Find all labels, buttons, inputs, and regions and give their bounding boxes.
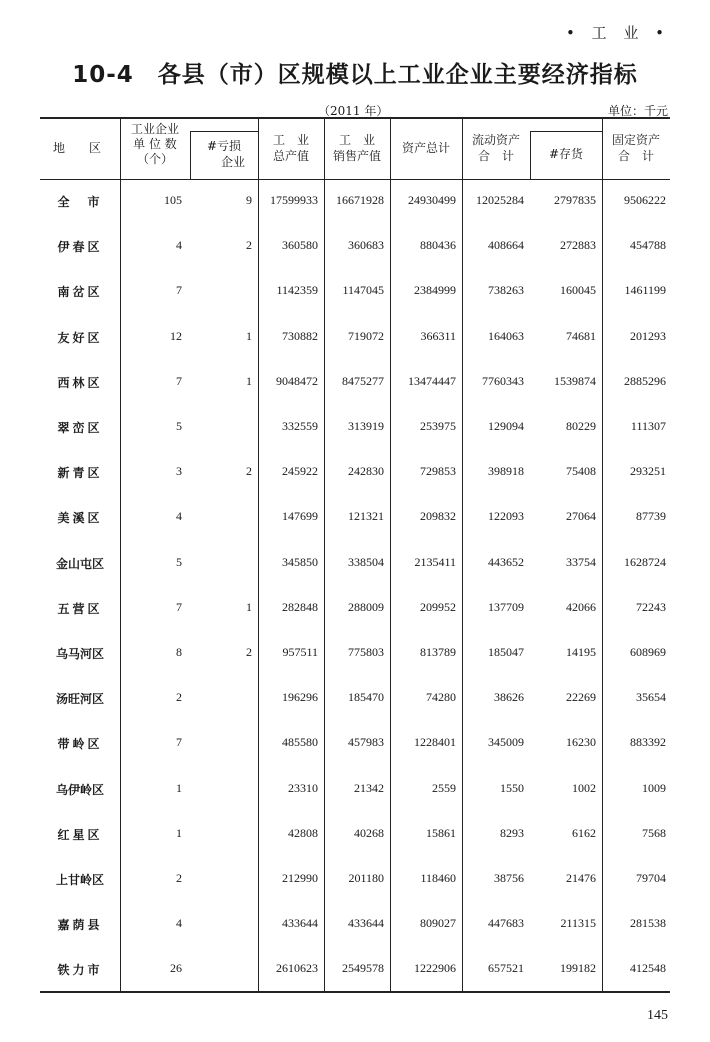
cell-fixed: 608969 xyxy=(630,645,666,659)
cell-fixed: 79704 xyxy=(636,871,666,885)
region-name: 金山屯区 xyxy=(55,556,104,571)
header-units-line1: 工业企业 xyxy=(130,122,179,136)
header-sales-line2: 销售产值 xyxy=(332,149,381,163)
cell-inventory: 80229 xyxy=(566,419,596,433)
region-name: 南岔区 xyxy=(57,285,103,300)
cell-current: 443652 xyxy=(488,554,524,569)
table-row xyxy=(40,238,670,258)
cell-current: 122093 xyxy=(488,509,524,524)
year-label: （2011 年） xyxy=(318,104,389,118)
header-fixed-line2: 合 计 xyxy=(617,149,654,163)
cell-inventory: 199182 xyxy=(560,961,596,976)
bottom-rule xyxy=(40,991,670,993)
cell-sales: 40268 xyxy=(354,825,384,840)
cell-units: 3 xyxy=(176,464,182,479)
cell-units: 7 xyxy=(176,283,182,298)
cell-fixed: 111307 xyxy=(630,419,666,433)
cell-loss: 1 xyxy=(246,599,252,614)
cell-fixed: 72243 xyxy=(636,599,666,614)
table-row xyxy=(40,690,670,710)
header-loss-line1: #亏损 xyxy=(206,139,242,153)
cell-current: 38626 xyxy=(494,690,524,705)
header-region: 地 区 xyxy=(52,141,107,155)
cell-loss: 2 xyxy=(246,464,252,479)
cell-output: 957511 xyxy=(282,645,318,659)
cell-units: 12 xyxy=(170,328,182,343)
region-name: 西林区 xyxy=(57,375,103,390)
cell-output: 9048472 xyxy=(276,373,318,388)
region-name: 翠峦区 xyxy=(57,421,103,435)
region-name: 乌伊岭区 xyxy=(55,782,104,797)
cell-assets: 253975 xyxy=(420,419,456,433)
table-row xyxy=(40,826,670,846)
cell-output: 245922 xyxy=(282,464,318,479)
region-name: 铁力市 xyxy=(57,963,103,978)
top-rule xyxy=(40,117,670,119)
cell-fixed: 883392 xyxy=(630,735,666,750)
cell-sales: 288009 xyxy=(348,599,384,614)
cell-fixed: 293251 xyxy=(630,464,666,479)
region-name: 带岭区 xyxy=(57,737,103,752)
cell-assets: 880436 xyxy=(420,238,456,253)
cell-current: 8293 xyxy=(500,825,524,840)
cell-assets: 13474447 xyxy=(408,373,456,388)
cell-assets: 209952 xyxy=(420,599,456,614)
region-name: 嘉荫县 xyxy=(57,918,103,933)
cell-units: 5 xyxy=(176,554,182,569)
cell-sales: 360683 xyxy=(348,238,384,253)
table-row xyxy=(40,916,670,936)
cell-fixed: 1628724 xyxy=(624,554,666,569)
cell-assets: 813789 xyxy=(420,645,456,659)
cell-sales: 338504 xyxy=(348,554,384,569)
cell-current: 447683 xyxy=(488,916,524,931)
cell-current: 1550 xyxy=(500,780,524,795)
table-row xyxy=(40,464,670,484)
cell-assets: 74280 xyxy=(426,690,456,705)
region-name: 友好区 xyxy=(57,330,103,345)
cell-inventory: 1539874 xyxy=(554,373,596,388)
region-name: 新青区 xyxy=(57,466,103,481)
cell-assets: 2384999 xyxy=(414,283,456,298)
cell-current: 12025284 xyxy=(476,193,524,207)
cell-inventory: 272883 xyxy=(560,238,596,253)
cell-assets: 729853 xyxy=(420,464,456,479)
cell-inventory: 22269 xyxy=(566,690,596,705)
header-output-line2: 总产值 xyxy=(272,149,309,163)
cell-sales: 433644 xyxy=(348,916,384,931)
cell-current: 657521 xyxy=(488,961,524,976)
region-name: 红星区 xyxy=(57,827,103,842)
cell-units: 2 xyxy=(176,871,182,885)
cell-assets: 1228401 xyxy=(414,735,456,750)
header-loss-line2: 企业 xyxy=(220,155,245,169)
cell-fixed: 1009 xyxy=(642,780,666,795)
cell-current: 408664 xyxy=(488,238,524,253)
cell-sales: 775803 xyxy=(348,645,384,659)
cell-current: 398918 xyxy=(488,464,524,479)
page-number: 145 xyxy=(647,1008,668,1023)
cell-inventory: 42066 xyxy=(566,599,596,614)
cell-sales: 719072 xyxy=(348,328,384,343)
cell-units: 5 xyxy=(176,419,182,433)
header-output-line1: 工 业 xyxy=(272,133,309,147)
cell-fixed: 281538 xyxy=(630,916,666,931)
cell-units: 2 xyxy=(176,690,182,705)
subcolumn-divider xyxy=(530,131,602,132)
cell-loss: 2 xyxy=(246,238,252,253)
cell-sales: 201180 xyxy=(348,871,384,885)
cell-output: 433644 xyxy=(282,916,318,931)
unit-label: 单位：千元 xyxy=(607,104,668,118)
table-row xyxy=(40,600,670,620)
cell-sales: 242830 xyxy=(348,464,384,479)
region-name: 伊春区 xyxy=(57,240,103,255)
cell-units: 7 xyxy=(176,599,182,614)
cell-inventory: 75408 xyxy=(566,464,596,479)
cell-fixed: 1461199 xyxy=(624,283,666,298)
header-current-line2: 合 计 xyxy=(477,149,514,163)
cell-inventory: 16230 xyxy=(566,735,596,750)
header-units-line2: 单 位 数 xyxy=(133,137,177,151)
cell-current: 164063 xyxy=(488,328,524,343)
cell-assets: 24930499 xyxy=(408,193,456,207)
cell-inventory: 211315 xyxy=(560,916,596,931)
region-name: 汤旺河区 xyxy=(55,692,104,707)
cell-units: 105 xyxy=(164,193,182,207)
cell-assets: 118460 xyxy=(420,871,456,885)
table-row xyxy=(40,961,670,981)
cell-assets: 366311 xyxy=(420,328,456,343)
table-row xyxy=(40,735,670,755)
table-row xyxy=(40,329,670,349)
cell-current: 738263 xyxy=(488,283,524,298)
region-name: 乌马河区 xyxy=(55,647,104,661)
header-units-line3: （个） xyxy=(136,152,173,166)
cell-output: 345850 xyxy=(282,554,318,569)
cell-loss: 1 xyxy=(246,373,252,388)
header-fixed-line1: 固定资产 xyxy=(611,133,660,147)
cell-inventory: 74681 xyxy=(566,328,596,343)
cell-assets: 15861 xyxy=(426,825,456,840)
cell-output: 282848 xyxy=(282,599,318,614)
table-row xyxy=(40,645,670,665)
table-row xyxy=(40,781,670,801)
cell-current: 137709 xyxy=(488,599,524,614)
header-current-line1: 流动资产 xyxy=(471,133,520,147)
cell-units: 26 xyxy=(170,961,182,976)
cell-output: 1142359 xyxy=(276,283,318,298)
table-row xyxy=(40,871,670,891)
cell-inventory: 33754 xyxy=(566,554,596,569)
cell-fixed: 87739 xyxy=(636,509,666,524)
cell-fixed: 9506222 xyxy=(624,193,666,207)
cell-fixed: 412548 xyxy=(630,961,666,976)
cell-output: 147699 xyxy=(282,509,318,524)
cell-sales: 16671928 xyxy=(336,193,384,207)
cell-units: 1 xyxy=(176,780,182,795)
header-inventory: #存货 xyxy=(548,147,584,161)
table-title: 10-4 各县（市）区规模以上工业企业主要经济指标 xyxy=(72,62,638,88)
cell-sales: 2549578 xyxy=(342,961,384,976)
cell-assets: 809027 xyxy=(420,916,456,931)
cell-units: 1 xyxy=(176,825,182,840)
cell-current: 38756 xyxy=(494,871,524,885)
cell-assets: 2135411 xyxy=(414,554,456,569)
cell-fixed: 35654 xyxy=(636,690,666,705)
cell-inventory: 27064 xyxy=(566,509,596,524)
cell-output: 2610623 xyxy=(276,961,318,976)
cell-assets: 2559 xyxy=(432,780,456,795)
subcolumn-divider xyxy=(190,131,258,132)
cell-output: 17599933 xyxy=(270,193,318,207)
cell-sales: 185470 xyxy=(348,690,384,705)
cell-inventory: 1002 xyxy=(572,780,596,795)
cell-inventory: 6162 xyxy=(572,825,596,840)
cell-output: 485580 xyxy=(282,735,318,750)
cell-assets: 209832 xyxy=(420,509,456,524)
table-row xyxy=(40,509,670,529)
table-row xyxy=(40,374,670,394)
cell-output: 212990 xyxy=(282,871,318,885)
cell-units: 4 xyxy=(176,509,182,524)
table-row xyxy=(40,419,670,439)
cell-loss: 2 xyxy=(246,645,252,659)
region-name: 全 市 xyxy=(57,195,103,209)
cell-fixed: 201293 xyxy=(630,328,666,343)
cell-fixed: 2885296 xyxy=(624,373,666,388)
cell-sales: 1147045 xyxy=(342,283,384,298)
table-row xyxy=(40,555,670,575)
table-row xyxy=(40,193,670,213)
cell-output: 730882 xyxy=(282,328,318,343)
cell-fixed: 454788 xyxy=(630,238,666,253)
cell-inventory: 160045 xyxy=(560,283,596,298)
header-rule xyxy=(40,179,670,180)
cell-units: 8 xyxy=(176,645,182,659)
region-name: 五营区 xyxy=(57,601,103,616)
cell-current: 345009 xyxy=(488,735,524,750)
cell-loss: 1 xyxy=(246,328,252,343)
cell-sales: 457983 xyxy=(348,735,384,750)
header-assets: 资产总计 xyxy=(401,141,450,155)
cell-sales: 8475277 xyxy=(342,373,384,388)
cell-fixed: 7568 xyxy=(642,825,666,840)
cell-loss: 9 xyxy=(246,193,252,207)
cell-current: 129094 xyxy=(488,419,524,433)
header-sales-line1: 工 业 xyxy=(338,133,375,147)
cell-units: 4 xyxy=(176,916,182,931)
region-name: 美溪区 xyxy=(57,511,103,526)
cell-inventory: 21476 xyxy=(566,871,596,885)
cell-assets: 1222906 xyxy=(414,961,456,976)
table-row xyxy=(40,283,670,303)
cell-output: 42808 xyxy=(288,825,318,840)
cell-output: 332559 xyxy=(282,419,318,433)
cell-current: 7760343 xyxy=(482,373,524,388)
cell-units: 7 xyxy=(176,735,182,750)
cell-output: 360580 xyxy=(282,238,318,253)
region-name: 上甘岭区 xyxy=(55,873,104,887)
cell-inventory: 2797835 xyxy=(554,193,596,207)
cell-units: 7 xyxy=(176,373,182,388)
cell-output: 196296 xyxy=(282,690,318,705)
cell-output: 23310 xyxy=(288,780,318,795)
cell-sales: 121321 xyxy=(348,509,384,524)
cell-sales: 21342 xyxy=(354,780,384,795)
cell-current: 185047 xyxy=(488,645,524,659)
cell-sales: 313919 xyxy=(348,419,384,433)
cell-units: 4 xyxy=(176,238,182,253)
cell-inventory: 14195 xyxy=(566,645,596,659)
section-tag: • 工 业 • xyxy=(566,24,670,42)
